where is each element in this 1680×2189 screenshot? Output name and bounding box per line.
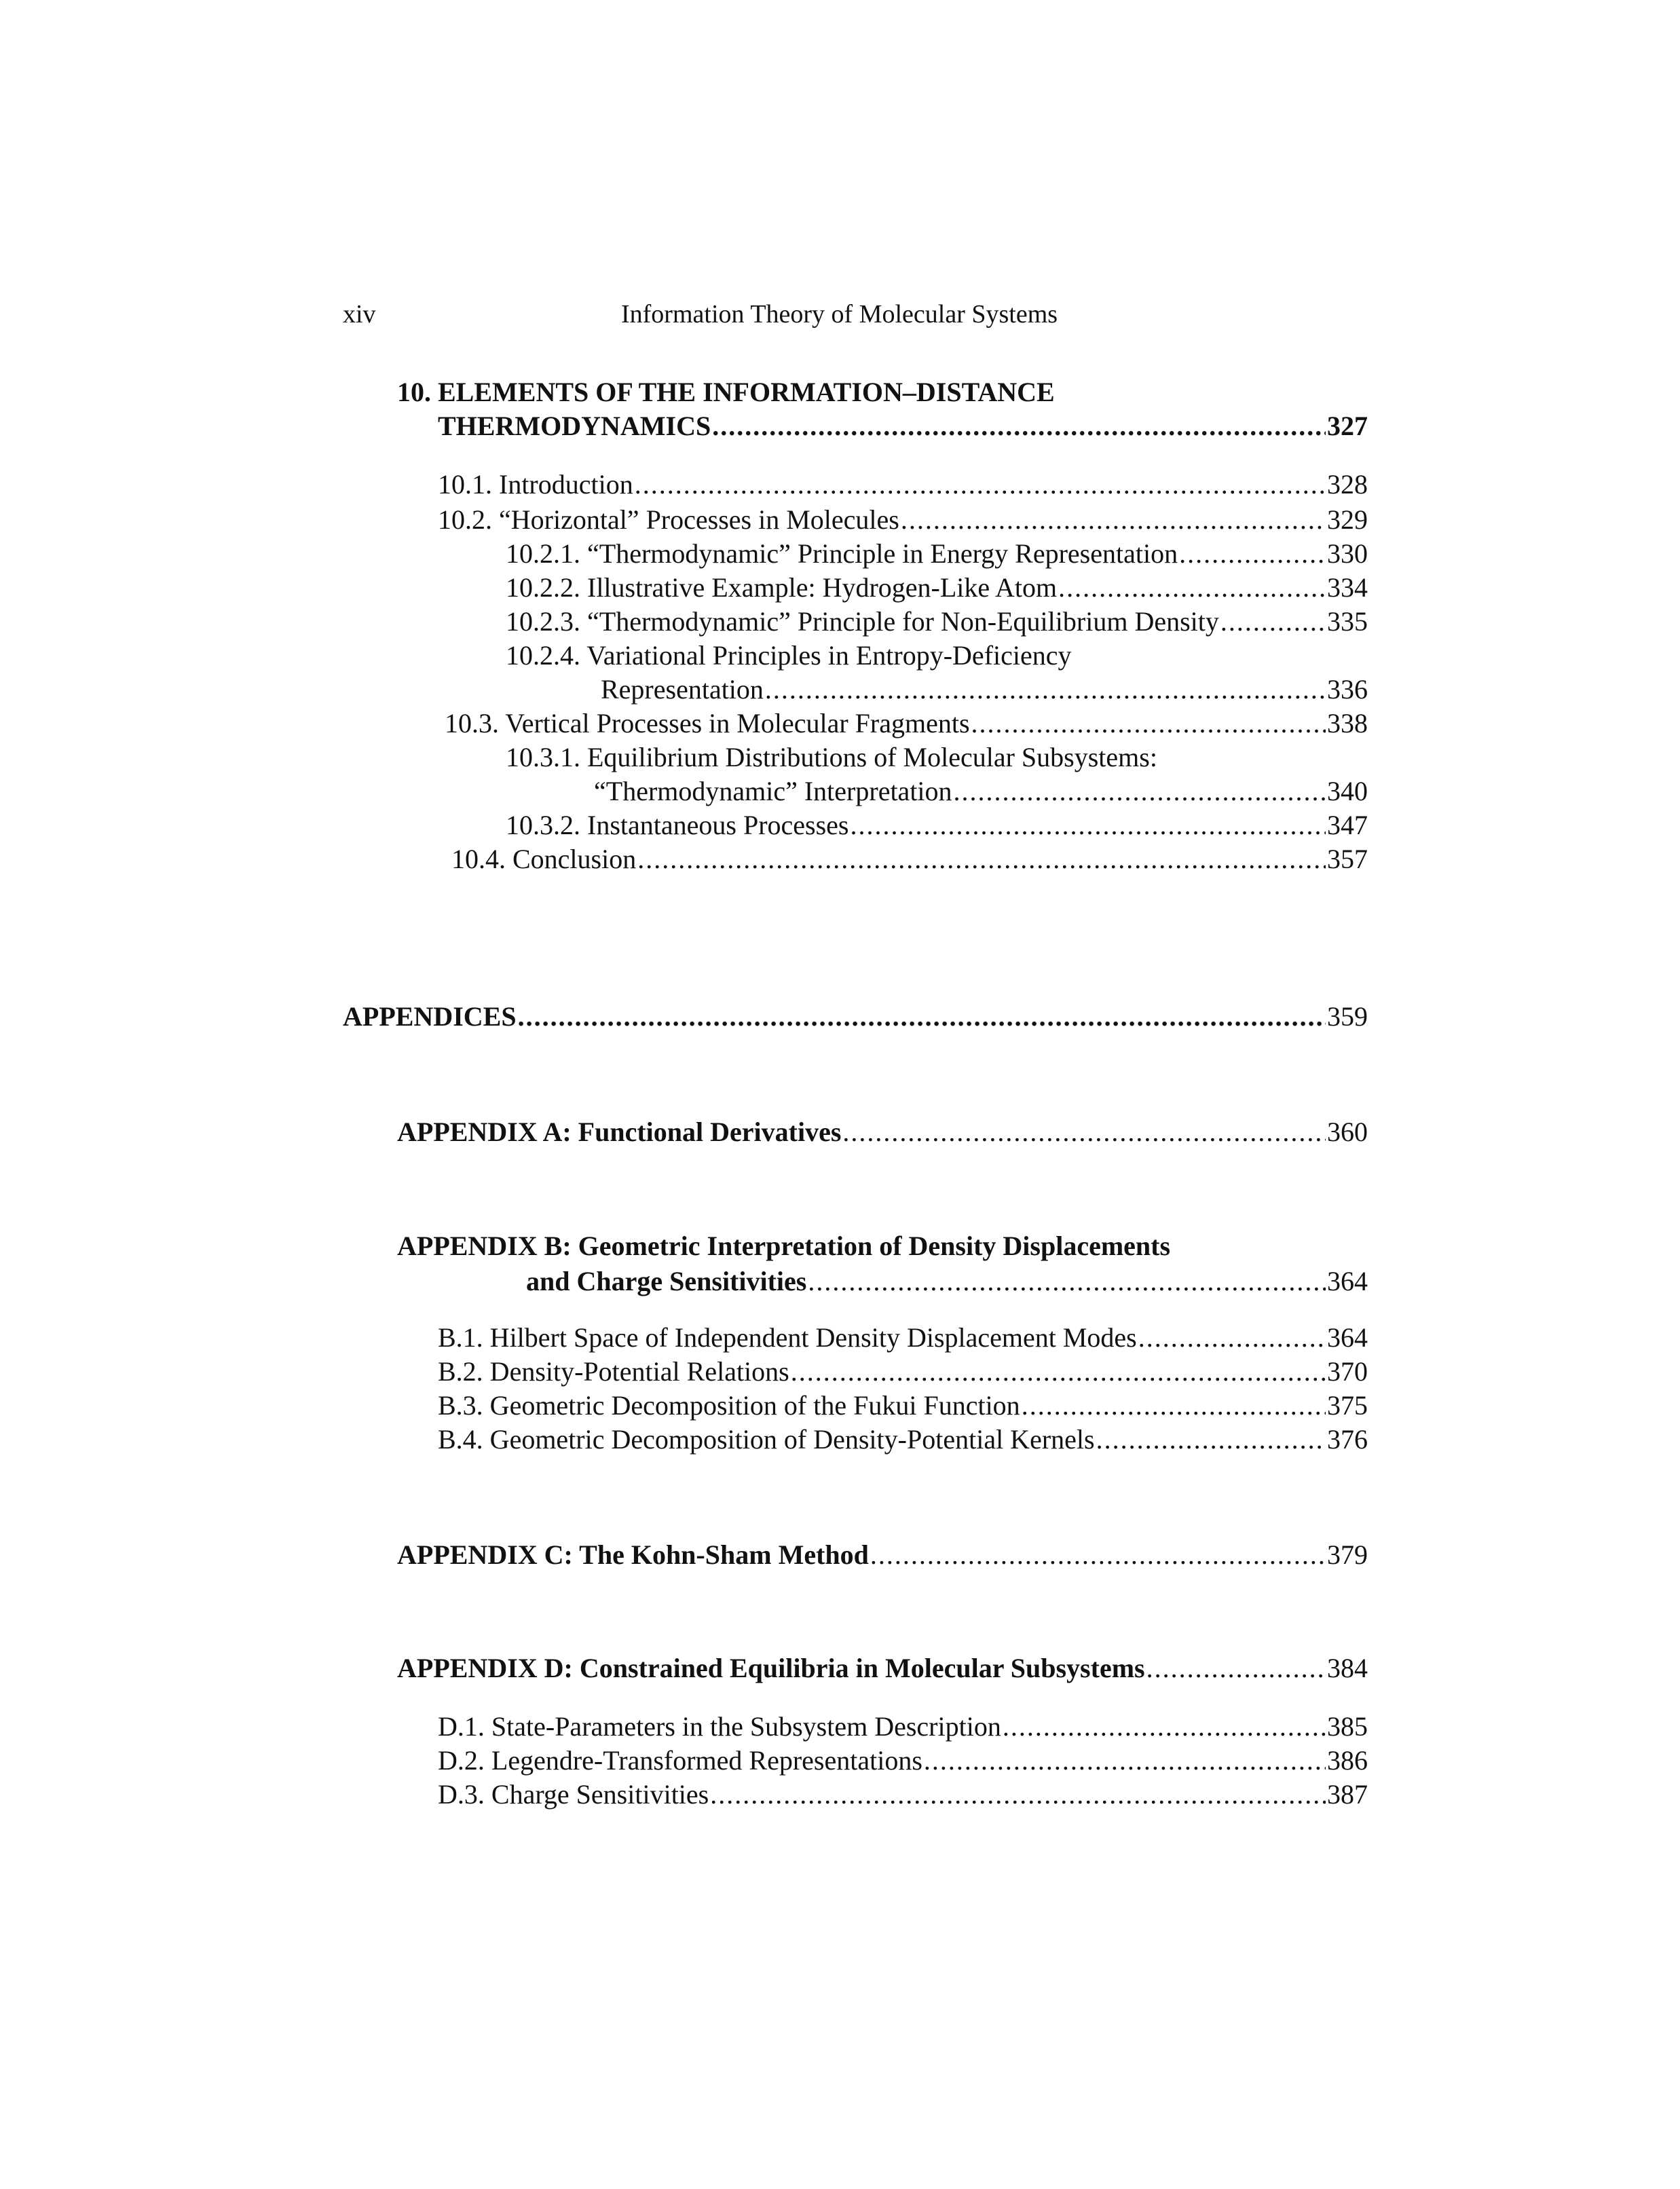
- appendix-b-title-line1: APPENDIX B: Geometric Interpretation of Density Displacements: [397, 1231, 1171, 1261]
- appendix-d-entry[interactable]: APPENDIX D: Constrained Equilibria in Molecular Subsystems ..... 384: [397, 1651, 1368, 1686]
- toc-entry-line: 10.3.1. Equilibrium Distributions of Molecular Subsystems:: [506, 742, 1157, 772]
- appendix-c-entry[interactable]: APPENDIX C: The Kohn-Sham Method ..... 379: [397, 1537, 1368, 1573]
- running-title: Information Theory of Molecular Systems: [621, 300, 1058, 329]
- toc-entry[interactable]: 10.4. Conclusion ..... 357: [451, 842, 1368, 877]
- toc-entry[interactable]: 10.3.2. Instantaneous Processes ..... 347: [506, 808, 1368, 843]
- toc-entry[interactable]: B.2. Density-Potential Relations ..... 370: [438, 1354, 1368, 1389]
- chapter-page: 327: [1327, 411, 1368, 441]
- toc-entry[interactable]: 10.2.3. “Thermodynamic” Principle for Non-Equilibrium Density ..... 335: [506, 604, 1368, 639]
- toc-entry[interactable]: 10.1. Introduction ..... 328: [438, 467, 1368, 502]
- toc-entry-line: 10.2.4. Variational Principles in Entropy-Deficiency: [506, 640, 1072, 671]
- toc-entry[interactable]: 10.2. “Horizontal” Processes in Molecules ..... 329: [438, 502, 1368, 538]
- toc-entry[interactable]: 10.3. Vertical Processes in Molecular Fragments ..... 338: [445, 706, 1368, 741]
- toc-entry[interactable]: B.1. Hilbert Space of Independent Density Displacement Modes ..... 364: [438, 1320, 1368, 1355]
- toc-entry[interactable]: Representation ..... 336: [601, 672, 1368, 707]
- toc-entry[interactable]: “Thermodynamic” Interpretation ..... 340: [594, 774, 1368, 809]
- chapter-title-line2: THERMODYNAMICS: [438, 411, 711, 441]
- toc-entry[interactable]: D.2. Legendre-Transformed Representations ..... 386: [438, 1743, 1368, 1778]
- leader-dots: [712, 409, 1326, 444]
- appendix-b-entry[interactable]: and Charge Sensitivities ..... 364: [526, 1264, 1368, 1299]
- page-number: xiv: [343, 300, 376, 329]
- toc-entry[interactable]: 10.2.2. Illustrative Example: Hydrogen-Like Atom ..... 334: [506, 570, 1368, 605]
- toc-entry[interactable]: D.3. Charge Sensitivities ..... 387: [438, 1777, 1368, 1812]
- toc-entry[interactable]: B.3. Geometric Decomposition of the Fukui Function ..... 375: [438, 1388, 1368, 1423]
- chapter-title-line1: 10. ELEMENTS OF THE INFORMATION–DISTANCE: [397, 377, 1055, 407]
- appendix-a-entry[interactable]: APPENDIX A: Functional Derivatives ..... 360: [397, 1115, 1368, 1150]
- toc-entry[interactable]: 10.2.1. “Thermodynamic” Principle in Energy Representation ..... 330: [506, 536, 1368, 572]
- toc-entry[interactable]: D.1. State-Parameters in the Subsystem Description ..... 385: [438, 1709, 1368, 1744]
- toc-entry[interactable]: B.4. Geometric Decomposition of Density-Potential Kernels ..... 376: [438, 1422, 1368, 1457]
- appendices-entry[interactable]: APPENDICES ..... 359: [343, 999, 1368, 1034]
- chapter-title-entry[interactable]: [438, 409, 1368, 444]
